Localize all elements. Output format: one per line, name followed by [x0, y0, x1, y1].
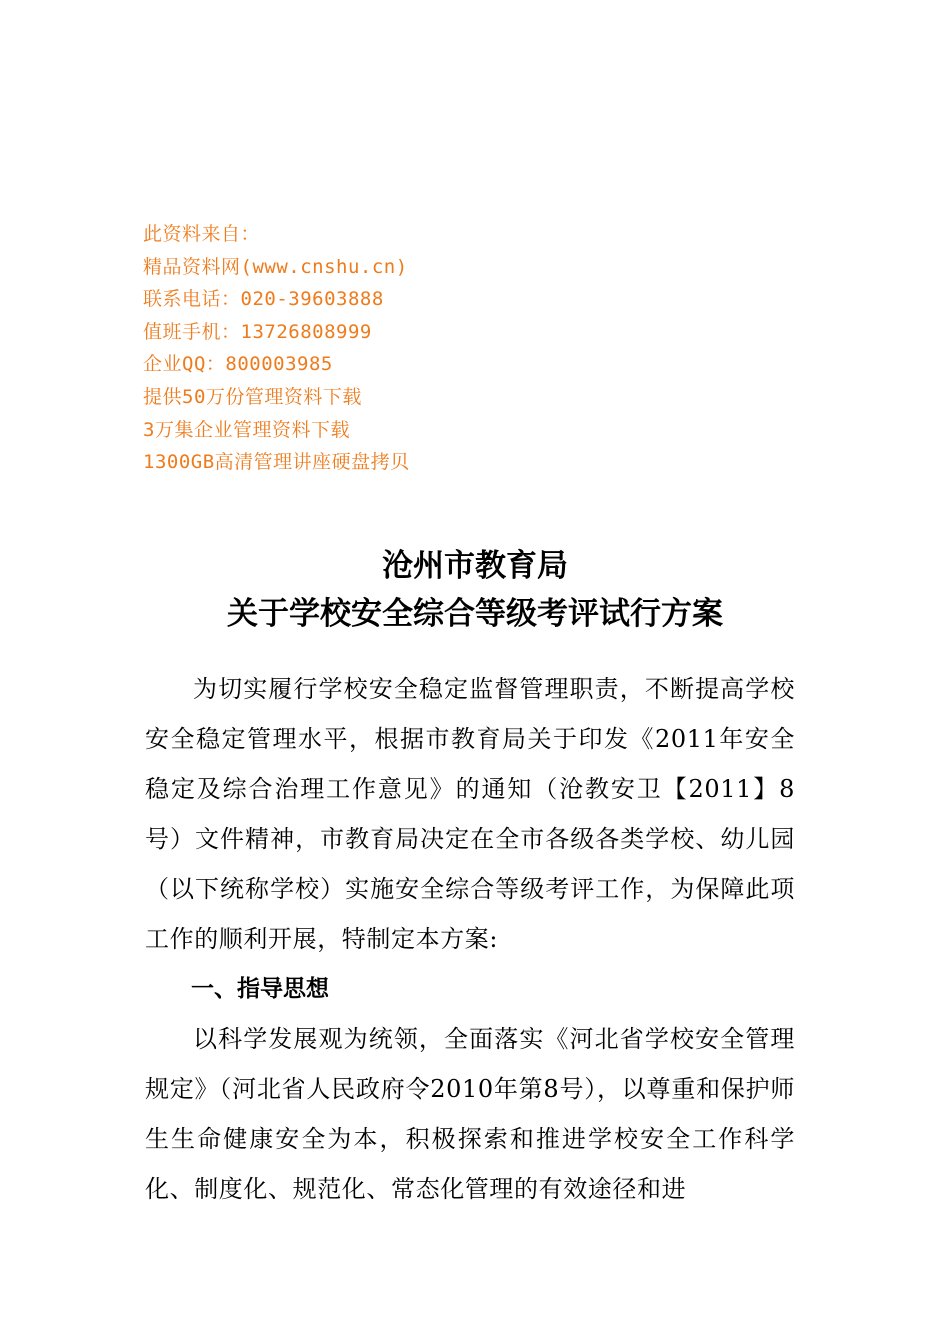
- source-qq-line: 企业QQ：800003985: [143, 353, 333, 376]
- source-mobile-line: 值班手机：13726808999: [143, 320, 372, 343]
- source-offer-line: 1300GB高清管理讲座硬盘拷贝: [143, 451, 410, 474]
- source-phone-line: 联系电话：020-39603888: [143, 288, 384, 311]
- source-offer-line: 3万集企业管理资料下载: [143, 418, 350, 441]
- document-body: [145, 664, 795, 1214]
- source-info-line: 此资料来自：: [143, 223, 261, 245]
- source-offer-line: 提供50万份管理资料下载: [143, 385, 362, 408]
- document-title: [0, 542, 950, 638]
- section-paragraph: 以科学发展观为统领，全面落实《河北省学校安全管理规定》（河北省人民政府令2010年第8号），以尊重和保护师生生命健康安全为本，积极探索和推进学校安全工作科学化、制度化、规范化、常态化管理的有效途径和进: [145, 1025, 795, 1203]
- intro-paragraph: 为切实履行学校安全稳定监督管理职责，不断提高学校安全稳定管理水平，根据市教育局关于印发《2011年安全稳定及综合治理工作意见》的通知（沧教安卫【2011】8号）文件精神，市教育局决定在全市各级各类学校、幼儿园（以下统称学校）实施安全综合等级考评工作，为保障此项工作的顺利开展，特制定本方案:: [145, 675, 795, 953]
- section-heading: 一、指导思想: [191, 976, 329, 1002]
- source-website-line: 精品资料网(www.cnshu.cn): [143, 255, 408, 278]
- title-line-subject: 关于学校安全综合等级考评试行方案: [227, 596, 723, 632]
- source-info-block: [143, 218, 643, 479]
- title-line-issuer: 沧州市教育局: [382, 548, 568, 584]
